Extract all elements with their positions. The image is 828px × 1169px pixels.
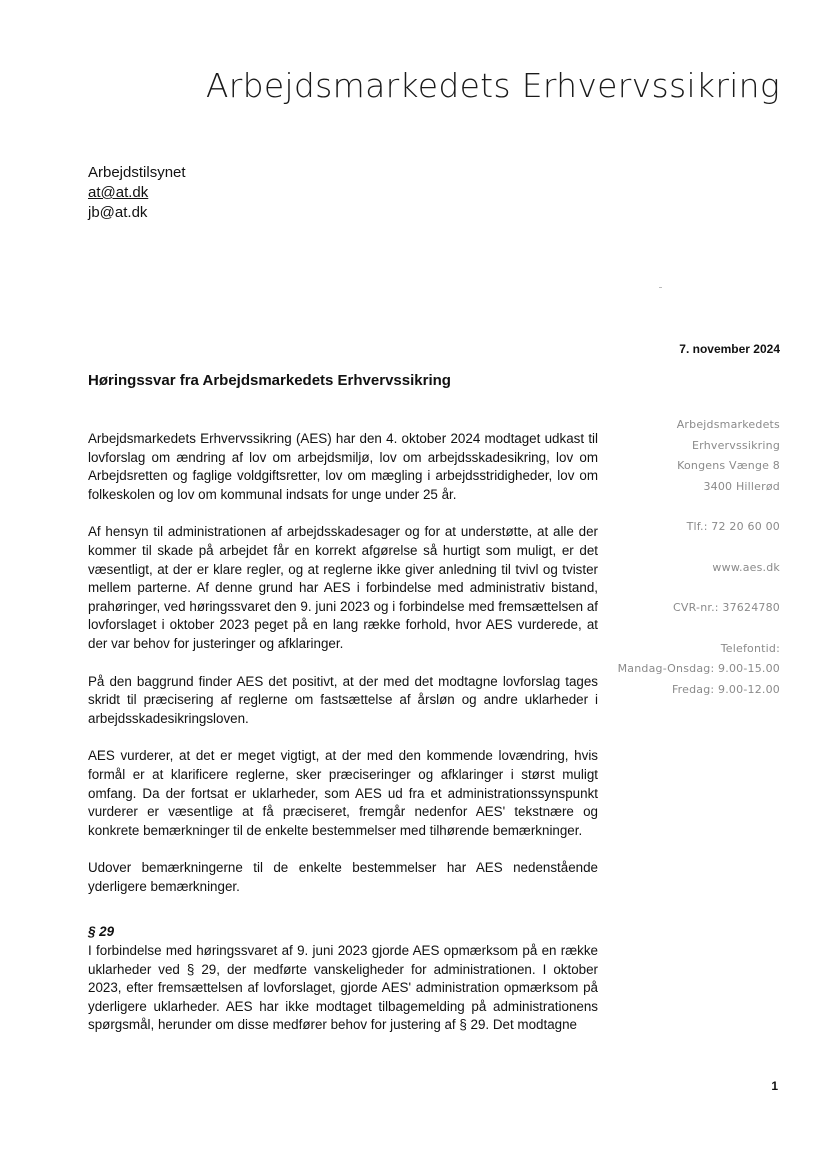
scan-speck xyxy=(659,287,662,288)
sidebar-city: 3400 Hillerød xyxy=(703,479,780,493)
sidebar-website: www.aes.dk xyxy=(712,560,780,574)
sidebar-hours-label: Telefontid: xyxy=(720,641,780,655)
page-number: 1 xyxy=(771,1079,778,1093)
recipient-email-link[interactable]: at@at.dk xyxy=(88,184,149,201)
body-paragraph: Arbejdsmarkedets Erhvervssikring (AES) har den 4. oktober 2024 modtaget udkast til lovforslag om ændring af lov om arbejdsmiljø, lov om arbejdsskadesikring, lov om Arbejdsretten og faglige voldgiftsretter, lov om mægling i arbejdsstridigheder, lov om folkeskolen og lov om kommunal indsats for unge under 25 år. xyxy=(88,431,598,502)
recipient-name: Arbejdstilsynet xyxy=(88,164,186,181)
section-heading: § 29 xyxy=(88,924,115,940)
sidebar-hours: Fredag: 9.00-12.00 xyxy=(671,682,780,696)
body-paragraph: På den baggrund finder AES det positivt, at der med det modtagne lovforslag tages skridt til præcisering af reglerne om fastsættelse af årsløn og andre uklarheder i arbejdsskadesikringsloven. xyxy=(88,673,598,726)
recipient-email-secondary: jb@at.dk xyxy=(88,204,148,221)
sidebar-phone: Tlf.: 72 20 60 00 xyxy=(686,520,780,533)
body-paragraph: Udover bemærkningerne til de enkelte bestemmelser har AES nedenstående yderligere bemærkninger. xyxy=(88,860,598,894)
sidebar-org-line: Arbejdsmarkedets xyxy=(676,418,780,431)
sidebar-cvr: CVR-nr.: 37624780 xyxy=(673,601,780,614)
letter-title: Høringssvar fra Arbejdsmarkedets Erhvervssikring xyxy=(88,372,451,389)
body-paragraph: AES vurderer, at det er meget vigtigt, at der med den kommende lovændring, hvis formål er at klarificere reglerne, sker præciseringer og afklaringer i størst muligt omfang. Da der fortsat er uklarheder, som AES ud fra et administrationssynspunkt vurderer er væsentlige at få præciseret, fremgår nedenfor AES' tekstnære og konkrete bemærkninger til de enkelte bestemmelser med tilhørende bemærkninger. xyxy=(88,748,598,838)
sender-info-sidebar xyxy=(618,415,780,700)
sidebar-org-line: Erhvervssikring xyxy=(692,438,780,452)
letter-body xyxy=(88,430,598,1054)
recipient-block xyxy=(88,163,186,223)
section-paragraph: I forbindelse med høringssvaret af 9. juni 2023 gjorde AES opmærksom på en række uklarheder ved § 29, der medførte vanskeligheder for administrationen. I oktober 2023, efter fremsættelsen af lovforslaget, gjorde AES' administration opmærksom på yderligere uklarheder. AES har ikke modtaget tilbagemelding på administrationens spørgsmål, herunder om disse medfører behov for justering af § 29. Det modtagne xyxy=(88,943,598,1033)
sidebar-street: Kongens Vænge 8 xyxy=(677,459,780,472)
body-paragraph: Af hensyn til administrationen af arbejdsskadesager og for at understøtte, at alle der kommer til skade på arbejdet får en korrekt afgørelse så hurtigt som muligt, er det væsentligt, at der er klare regler, og at reglerne ikke giver anledning til tvivl og tvister mellem parterne. Af denne grund har AES i forbindelse med administrativ bistand, prahøringer, ved høringssvaret den 9. juni 2023 og i forbindelse med fremsættelsen af lovforslaget i oktober 2023 peget på en lang række forhold, hvor AES vurderede, at der var behov for justeringer og afklaringer. xyxy=(88,524,598,651)
letter-date: 7. november 2024 xyxy=(679,342,780,356)
sidebar-hours: Mandag-Onsdag: 9.00-15.00 xyxy=(617,662,780,675)
letterhead-organization: Arbejdsmarkedets Erhvervssikring xyxy=(205,66,780,105)
